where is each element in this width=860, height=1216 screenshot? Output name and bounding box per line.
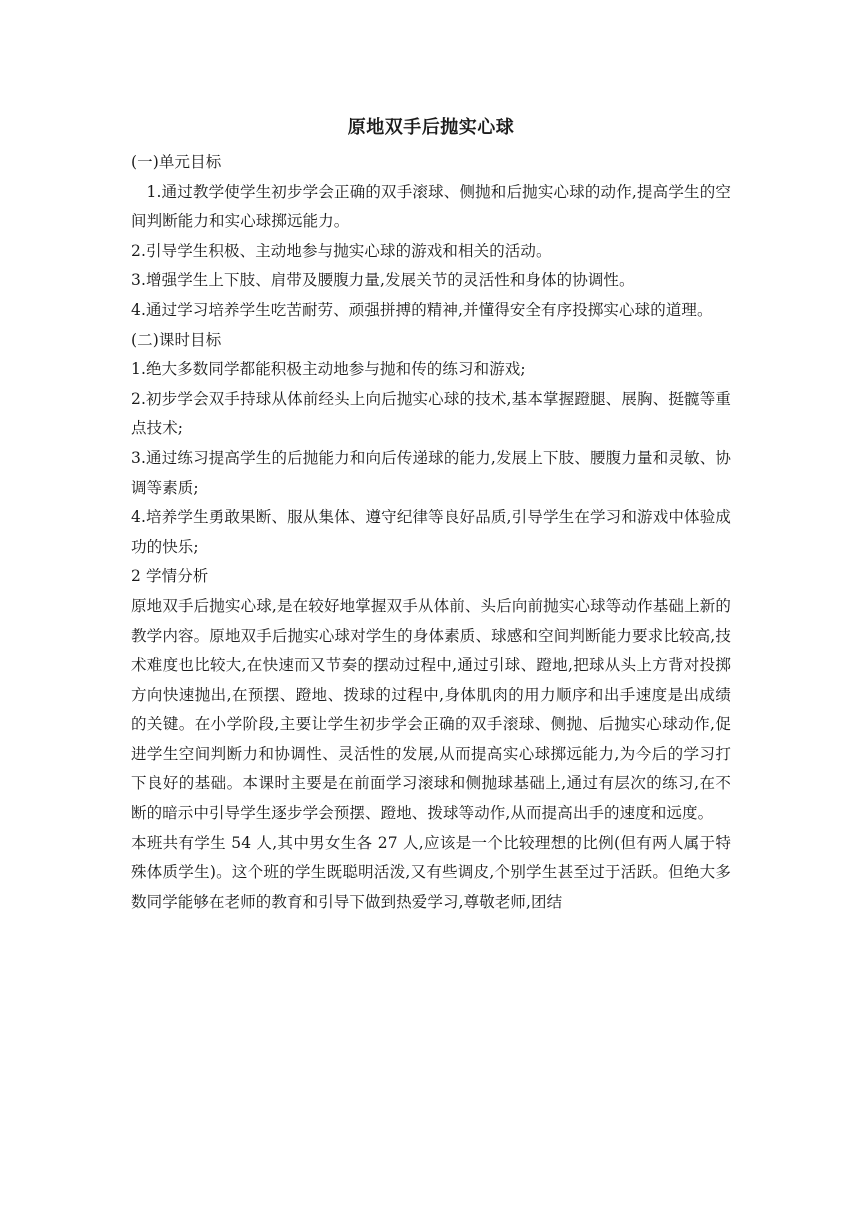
unit-goal-2: 2.引导学生积极、主动地参与抛实心球的游戏和相关的活动。 [131, 241, 552, 260]
document-title: 原地双手后抛实心球 [347, 117, 515, 138]
lesson-goal-3: 3.通过练习提高学生的后抛能力和向后传递球的能力,发展上下肢、腰腹力量和灵敏、协调等素质; [131, 448, 731, 497]
unit-goal-3: 3.增强学生上下肢、肩带及腰腹力量,发展关节的灵活性和身体的协调性。 [131, 271, 635, 290]
class-description-paragraph: 本班共有学生 54 人,其中男女生各 27 人,应该是一个比较理想的比例(但有两人属于特殊体质学生)。这个班的学生既聪明活泼,又有些调皮,个别学生甚至过于活跃。但绝大多数同学能够在老师的教育和引导下做到热爱学习,尊敬老师,团结 [131, 833, 731, 911]
unit-goal-1: 1.通过教学使学生初步学会正确的双手滚球、侧抛和后抛实心球的动作,提高学生的空间判断能力和实心球掷远能力。 [131, 182, 731, 231]
document-body [131, 112, 731, 917]
unit-goal-4: 4.通过学习培养学生吃苦耐劳、顽强拼搏的精神,并懂得安全有序投掷实心球的道理。 [131, 300, 713, 319]
section-heading-lesson-goals: (二)课时目标 [131, 330, 222, 349]
section-heading-unit-goals: (一)单元目标 [131, 153, 222, 171]
lesson-goal-1: 1.绝大多数同学都能积极主动地参与抛和传的练习和游戏; [131, 360, 526, 379]
lesson-goal-2: 2.初步学会双手持球从体前经头上向后抛实心球的技术,基本掌握蹬腿、展胸、挺髋等重点技术; [131, 389, 731, 438]
student-analysis-paragraph: 原地双手后抛实心球,是在较好地掌握双手从体前、头后向前抛实心球等动作基础上新的教学内容。原地双手后抛实心球对学生的身体素质、球感和空间判断能力要求比较高,技术难度也比较大,在快速而又节奏的摆动过程中,通过引球、蹬地,把球从头上方背对投掷方向快速抛出,在预摆、蹬地、拨球的过程中,身体肌肉的用力顺序和出手速度是出成绩的关键。在小学阶段,主要让学生初步学会正确的双手滚球、侧抛、后抛实心球动作,促进学生空间判断力和协调性、灵活性的发展,从而提高实心球掷远能力,为今后的学习打下良好的基础。本课时主要是在前面学习滚球和侧抛球基础上,通过有层次的练习,在不断的暗示中引导学生逐步学会预摆、蹬地、拨球等动作,从而提高出手的速度和远度。 [131, 596, 731, 823]
section-heading-student-analysis: 2 学情分析 [131, 567, 209, 586]
lesson-goal-4: 4.培养学生勇敢果断、服从集体、遵守纪律等良好品质,引导学生在学习和游戏中体验成功的快乐; [131, 508, 731, 556]
